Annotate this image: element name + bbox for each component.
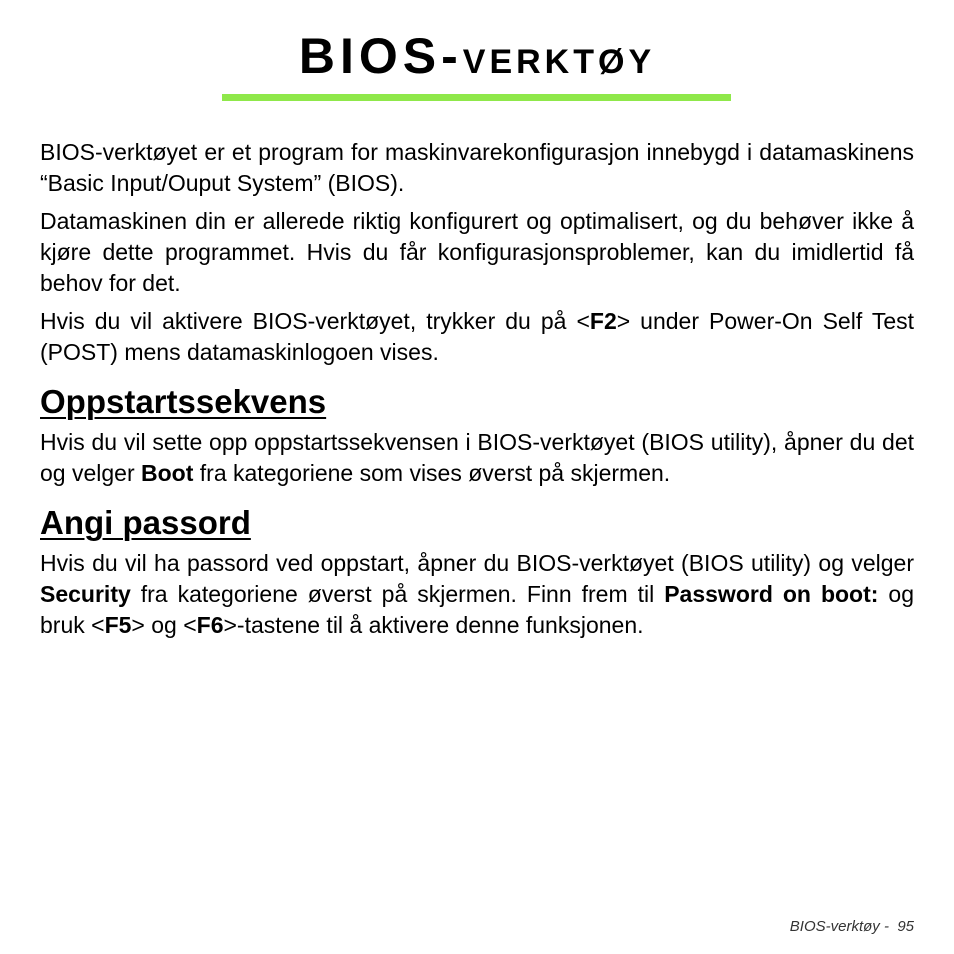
password-on-boot-term: Password on boot: — [664, 581, 879, 607]
intro-p3-after: > under Power-On Self Test (POST) mens datamaskinlogoen vises. — [40, 308, 914, 365]
security-term: Security — [40, 581, 131, 607]
page-footer — [790, 918, 914, 935]
page-title — [0, 28, 954, 90]
password-text-mid2: og bruk < — [40, 581, 914, 638]
intro-p3-before: Hvis du vil aktivere BIOS-verktøyet, trykker du på < — [40, 308, 590, 334]
boot-text-before: Hvis du vil sette opp oppstartssekvensen i BIOS-verktøyet (BIOS utility), åpner du det og velger — [40, 429, 914, 486]
page-title-main: BIOS- — [298, 28, 463, 84]
page-title-smallcaps: VERKTØY — [462, 43, 656, 81]
password-heading: Angi passord — [40, 504, 251, 541]
page-number: 95 — [897, 918, 914, 935]
intro-paragraph-1: BIOS-verktøyet er et program for maskinvarekonfigurasjon innebygd i datamaskinens “Basic Input/Ouput System” (BIOS). — [40, 139, 914, 196]
boot-sequence-heading: Oppstartssekvens — [40, 383, 327, 420]
boot-text-after: fra kategoriene som vises øverst på skjermen. — [193, 460, 671, 486]
intro-paragraph-3 — [40, 306, 914, 368]
title-underline-bar — [222, 94, 731, 101]
key-f2: F2 — [589, 308, 617, 334]
footer-label: BIOS-verktøy - — [789, 918, 889, 935]
boot-sequence-paragraph — [40, 427, 914, 489]
page-content — [40, 137, 914, 648]
password-text-mid3: > og < — [131, 612, 197, 638]
key-f5: F5 — [104, 612, 132, 638]
intro-paragraph-2: Datamaskinen din er allerede riktig konfigurert og optimalisert, og du behøver ikke å kjøre dette programmet. Hvis du får konfigurasjonsproblemer, kan du imidlertid få behov for det. — [40, 208, 914, 296]
key-f6: F6 — [196, 612, 224, 638]
boot-term: Boot — [141, 460, 194, 486]
password-text-middle: fra kategoriene øverst på skjermen. Finn frem til — [130, 581, 665, 607]
password-text-before: Hvis du vil ha passord ved oppstart, åpner du BIOS-verktøyet (BIOS utility) og velger — [40, 550, 914, 576]
password-text-after: >-tastene til å aktivere denne funksjonen. — [223, 612, 644, 638]
password-paragraph — [40, 548, 914, 641]
